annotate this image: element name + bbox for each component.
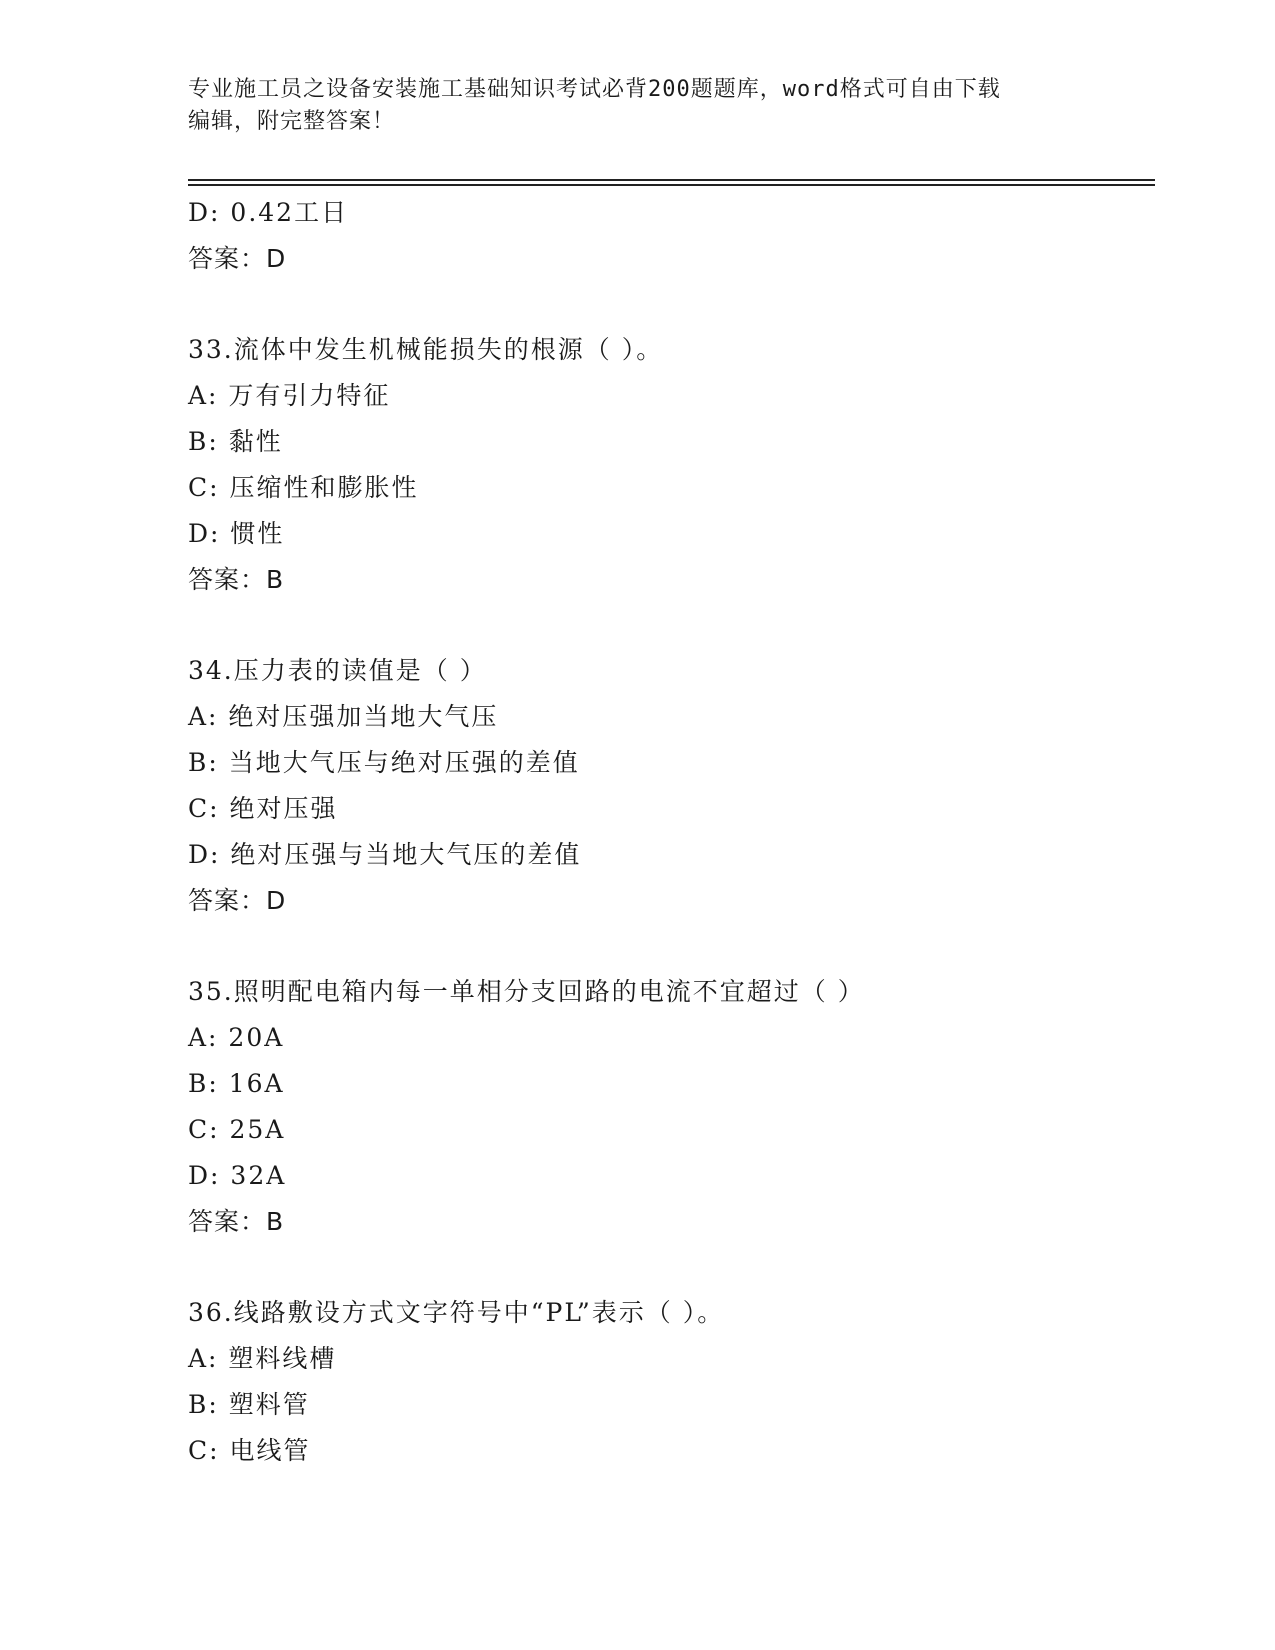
header-divider-bottom xyxy=(188,184,1155,186)
question-title: 35.照明配电箱内每一单相分支回路的电流不宜超过（ ） xyxy=(188,977,865,1006)
answer-line: 答案：B xyxy=(188,565,285,594)
question-title: 36.线路敷设方式文字符号中“PL”表示（ ）。 xyxy=(188,1298,725,1327)
option-d: D: 惯性 xyxy=(188,519,285,548)
question-36 xyxy=(188,1290,1155,1474)
option-b: B: 16A xyxy=(188,1069,285,1098)
header-divider-top xyxy=(188,179,1155,181)
question-title: 33.流体中发生机械能损失的根源（ ）。 xyxy=(188,335,664,364)
option-a: A: 绝对压强加当地大气压 xyxy=(188,702,499,731)
header-title-line-2: 编辑，附完整答案！ xyxy=(188,109,396,134)
question-32-continued xyxy=(188,190,1155,282)
option-a: A: 20A xyxy=(188,1023,285,1052)
option-d: D: 32A xyxy=(188,1161,287,1190)
question-33 xyxy=(188,327,1155,603)
answer-line: 答案：B xyxy=(188,1207,285,1236)
answer-line: 答案：D xyxy=(188,244,287,273)
option-c: C: 绝对压强 xyxy=(188,794,338,823)
option-a: A: 万有引力特征 xyxy=(188,381,391,410)
answer-line: 答案：D xyxy=(188,886,287,915)
question-35 xyxy=(188,969,1155,1245)
document-header xyxy=(188,74,1088,138)
option-b: B: 塑料管 xyxy=(188,1390,310,1419)
header-title-line-1: 专业施工员之设备安装施工基础知识考试必背200题题库，word格式可自由下载 xyxy=(188,77,1001,102)
option-a: A: 塑料线槽 xyxy=(188,1344,337,1373)
document-body xyxy=(188,190,1155,1474)
option-d: D: 0.42工日 xyxy=(188,198,349,227)
question-34 xyxy=(188,648,1155,924)
option-c: C: 电线管 xyxy=(188,1436,311,1465)
option-d: D: 绝对压强与当地大气压的差值 xyxy=(188,840,582,869)
option-b: B: 黏性 xyxy=(188,427,283,456)
option-b: B: 当地大气压与绝对压强的差值 xyxy=(188,748,580,777)
option-c: C: 压缩性和膨胀性 xyxy=(188,473,419,502)
option-c: C: 25A xyxy=(188,1115,286,1144)
question-title: 34.压力表的读值是（ ） xyxy=(188,656,487,685)
